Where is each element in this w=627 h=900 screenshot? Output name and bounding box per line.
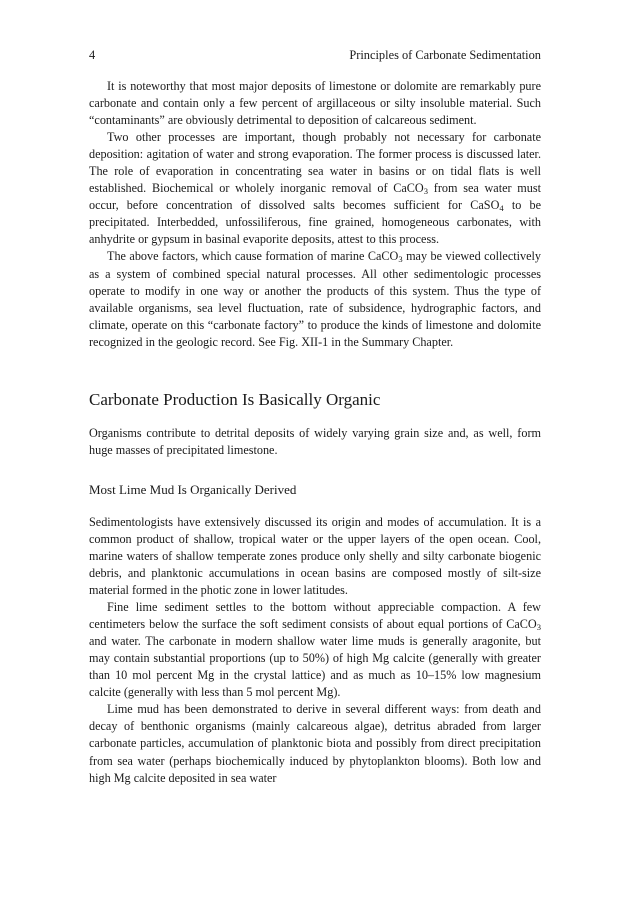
book-page — [89, 48, 541, 787]
intro-paragraph-3: The above factors, which cause formation of marine CaCO$_3$ may be viewed collectively as a system of combined special natural processes. All other sedimentologic processes operate to modify in one way or another the products of this system. Thus the type of available organisms, sea level fluctuation, rate of subsidence, hydrographic factors, and climate, operate on this “carbonate factory” to produce the kinds of limestone and dolomite recognized in the geologic record. See Fig. XII-1 in the Summary Chapter. — [89, 249, 542, 349]
subscript-3: 3 — [398, 254, 403, 265]
running-head — [89, 48, 541, 70]
subsection-paragraph-1: Sedimentologists have extensively discussed its origin and modes of accumulation. It is a common product of shallow, tropical water or the upper layers of the open ocean. Cool, marine waters of shallow temperate zones produce only shelly and silty carbonate biogenic debris, and planktonic accumulations in ocean basins are composed mostly of silt-size material formed in the photic zone in lower latitudes. — [89, 514, 541, 598]
intro-paragraph-2: Two other processes are important, though probably not necessary for carbonate deposition: agitation of water and strong evaporation. The former process is discussed later. The role of evaporation in concentrating sea water in basins or on tidal flats is well established. Biochemical or wholely inorganic removal of CaCO$_3$ from sea water must occur, before concentration of dissolved salts becomes sufficient for CaSO$_4$ to be precipitated. Interbedded, unfossiliferous, fine grained, homogeneous carbonates, with anhydrite or gypsum in basinal evaporite deposits, attest to this process. — [89, 130, 542, 247]
section-heading: Carbonate Production Is Basically Organic — [89, 389, 381, 409]
page-number: 4 — [89, 48, 96, 62]
subscript-3: 3 — [423, 186, 429, 197]
running-title: Principles of Carbonate Sedimentation — [349, 48, 541, 62]
subscript-4: 4 — [499, 203, 504, 214]
subsection-paragraph-3: Lime mud has been demonstrated to derive in several different ways: from death and decay of benthonic organisms (mainly calcareous algae), detritus abraded from larger carbonate particles, accumulation of planktonic biota and possibly from direct precipitation from sea water (perhaps biochemically induced by phytoplankton blooms). Both low and high Mg calcite deposited in sea water — [89, 702, 541, 785]
subsection-heading: Most Lime Mud Is Organically Derived — [89, 481, 297, 497]
subscript-3: 3 — [536, 622, 541, 633]
intro-paragraph-1: It is noteworthy that most major deposits of limestone or dolomite are remarkably pure carbonate and contain only a few percent of argillaceous or silty insoluble material. Such “contaminants” are obviously detrimental to deposition of calcareous sediment. — [89, 79, 541, 128]
section-paragraph-1: Organisms contribute to detrital deposits of widely varying grain size and, as well, form huge masses of precipitated limestone. — [89, 425, 541, 457]
subsection-paragraph-2: Fine lime sediment settles to the bottom without appreciable compaction. A few centimeters below the surface the soft sediment consists of about equal portions of CaCO$_3$ and water. The carbonate in modern shallow water lime muds is generally aragonite, but may contain substantial proportions (up to 50%) of high Mg calcite (generally with greater than 10 mol percent Mg in the crystal lattice) and as much as 10–15% low magnesium calcite (generally with less than 5 mol percent Mg). — [89, 600, 541, 700]
